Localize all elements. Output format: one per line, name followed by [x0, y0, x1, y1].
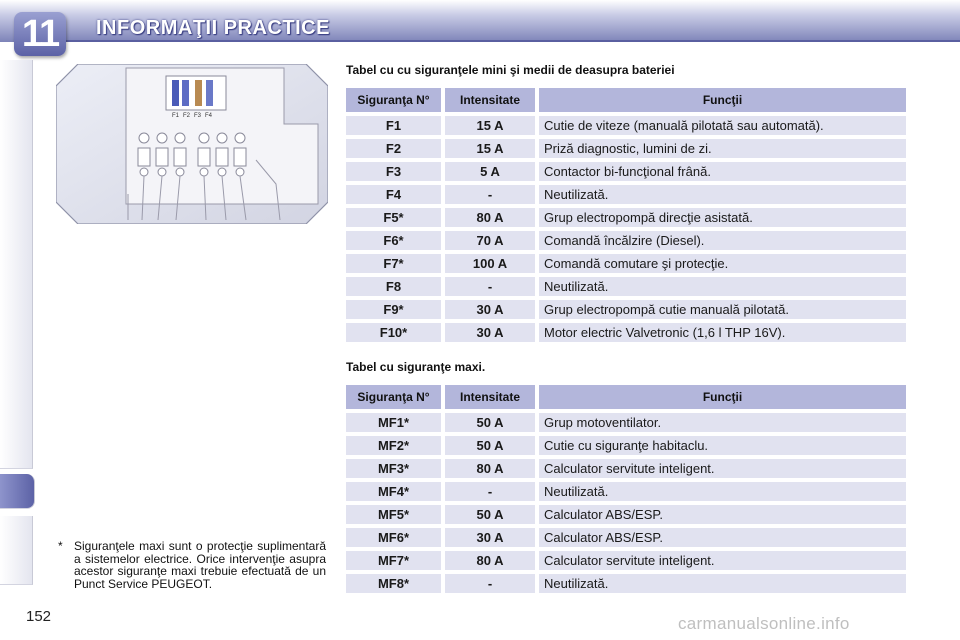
- fuse-number-cell: MF8*: [346, 574, 441, 593]
- function-cell: Grup motoventilator.: [539, 413, 906, 432]
- fuse-number-cell: F2: [346, 139, 441, 158]
- intensity-cell: 15 A: [445, 116, 535, 135]
- table-row: [346, 139, 906, 158]
- intensity-cell: 30 A: [445, 323, 535, 342]
- intensity-cell: 15 A: [445, 139, 535, 158]
- intensity-cell: 50 A: [445, 436, 535, 455]
- side-tab[interactable]: [0, 516, 33, 551]
- header-functions: Funcţii: [539, 385, 906, 409]
- intensity-cell: 70 A: [445, 231, 535, 250]
- maxi-fuse-table: [342, 381, 910, 597]
- side-tab[interactable]: [0, 298, 33, 333]
- function-cell: Neutilizată.: [539, 482, 906, 501]
- table-row: [346, 185, 906, 204]
- intensity-cell: 5 A: [445, 162, 535, 181]
- table-row: [346, 323, 906, 342]
- footnote: [58, 540, 326, 590]
- intensity-cell: -: [445, 277, 535, 296]
- side-tab[interactable]: [0, 60, 33, 95]
- fuse-number-cell: MF5*: [346, 505, 441, 524]
- fuse-label: F3: [194, 113, 202, 119]
- side-tab[interactable]: [0, 230, 33, 265]
- side-tab[interactable]: [0, 94, 33, 129]
- header-fuse-number: Siguranţa N°: [346, 385, 441, 409]
- side-tab[interactable]: [0, 128, 33, 163]
- fuse-number-cell: F5*: [346, 208, 441, 227]
- fuse-label: F2: [183, 113, 191, 119]
- fuse-number-cell: F3: [346, 162, 441, 181]
- fuse-number-cell: F4: [346, 185, 441, 204]
- side-tab[interactable]: [0, 162, 33, 197]
- table-row: [346, 413, 906, 432]
- function-cell: Priză diagnostic, lumini de zi.: [539, 139, 906, 158]
- function-cell: Neutilizată.: [539, 277, 906, 296]
- table-row: [346, 277, 906, 296]
- function-cell: Calculator ABS/ESP.: [539, 528, 906, 547]
- table-row: [346, 300, 906, 319]
- fuse-number-cell: MF4*: [346, 482, 441, 501]
- fuse-box-diagram: [56, 64, 328, 224]
- watermark: carmanualsonline.info: [678, 614, 850, 633]
- function-cell: Comandă încălzire (Diesel).: [539, 231, 906, 250]
- table-row: [346, 208, 906, 227]
- function-cell: Motor electric Valvetronic (1,6 l THP 16V).: [539, 323, 906, 342]
- side-tab[interactable]: [0, 434, 33, 469]
- fuse-number-cell: F8: [346, 277, 441, 296]
- side-tab[interactable]: [0, 196, 33, 231]
- table-row: [346, 551, 906, 570]
- intensity-cell: 80 A: [445, 459, 535, 478]
- table-row: [346, 231, 906, 250]
- header-intensity: Intensitate: [445, 88, 535, 112]
- fuse-f2: [182, 80, 189, 106]
- intensity-cell: 30 A: [445, 528, 535, 547]
- fuse-number-cell: MF1*: [346, 413, 441, 432]
- table-row: [346, 459, 906, 478]
- intensity-cell: 50 A: [445, 413, 535, 432]
- fuse-number-cell: F7*: [346, 254, 441, 273]
- footnote-text: Siguranţele maxi sunt o protecţie suplimentară a sistemelor electrice. Orice intervenţie asupra acestor siguranţe maxi trebuie efectuată de un Punct Service PEUGEOT.: [74, 539, 326, 591]
- function-cell: Calculator servitute inteligent.: [539, 551, 906, 570]
- function-cell: Grup electropompă direcţie asistată.: [539, 208, 906, 227]
- side-tab[interactable]: [0, 366, 33, 401]
- table-row: [346, 528, 906, 547]
- fuse-number-cell: F9*: [346, 300, 441, 319]
- mini-fuse-table: [342, 84, 910, 346]
- fuse-number-cell: MF3*: [346, 459, 441, 478]
- fuse-f4: [206, 80, 213, 106]
- side-tab[interactable]: [0, 400, 33, 435]
- function-cell: Grup electropompă cutie manuală pilotată.: [539, 300, 906, 319]
- footnote-marker: *: [58, 539, 63, 553]
- intensity-cell: 80 A: [445, 551, 535, 570]
- function-cell: Calculator servitute inteligent.: [539, 459, 906, 478]
- table-header-row: [346, 385, 906, 409]
- mini-fuse-table-title: Tabel cu cu siguranţele mini şi medii de deasupra bateriei: [346, 63, 675, 77]
- intensity-cell: 80 A: [445, 208, 535, 227]
- header-divider: [60, 40, 960, 42]
- table-row: [346, 254, 906, 273]
- fuse-label: F4: [205, 113, 213, 119]
- chapter-number-badge: 11: [14, 12, 66, 56]
- chapter-title: INFORMAŢII PRACTICE: [96, 17, 330, 39]
- chapter-side-tabs: [0, 60, 32, 580]
- table-row: [346, 505, 906, 524]
- fuse-number-cell: F1: [346, 116, 441, 135]
- function-cell: Neutilizată.: [539, 185, 906, 204]
- fuse-number-cell: F6*: [346, 231, 441, 250]
- header-functions: Funcţii: [539, 88, 906, 112]
- table-row: [346, 482, 906, 501]
- intensity-cell: -: [445, 185, 535, 204]
- fuse-number-cell: MF2*: [346, 436, 441, 455]
- fuse-number-cell: MF7*: [346, 551, 441, 570]
- function-cell: Neutilizată.: [539, 574, 906, 593]
- function-cell: Cutie de viteze (manuală pilotată sau automată).: [539, 116, 906, 135]
- function-cell: Cutie cu siguranţe habitaclu.: [539, 436, 906, 455]
- side-tab[interactable]: [0, 264, 33, 299]
- side-tab[interactable]: [0, 550, 33, 585]
- fuse-f1: [172, 80, 179, 106]
- intensity-cell: 100 A: [445, 254, 535, 273]
- function-cell: Comandă comutare şi protecţie.: [539, 254, 906, 273]
- side-tab[interactable]: [0, 332, 33, 367]
- fuse-number-cell: MF6*: [346, 528, 441, 547]
- table-header-row: [346, 88, 906, 112]
- fuse-f3: [195, 80, 202, 106]
- maxi-fuse-table-title: Tabel cu siguranţe maxi.: [346, 360, 486, 374]
- function-cell: Calculator ABS/ESP.: [539, 505, 906, 524]
- page-number: 152: [26, 608, 52, 625]
- header-fuse-number: Siguranţa N°: [346, 88, 441, 112]
- function-cell: Contactor bi-funcţional frână.: [539, 162, 906, 181]
- table-row: [346, 574, 906, 593]
- side-tab-active[interactable]: [0, 474, 35, 509]
- table-row: [346, 436, 906, 455]
- table-row: [346, 162, 906, 181]
- intensity-cell: 50 A: [445, 505, 535, 524]
- intensity-cell: 30 A: [445, 300, 535, 319]
- fuse-label: F1: [172, 113, 180, 119]
- header-intensity: Intensitate: [445, 385, 535, 409]
- intensity-cell: -: [445, 482, 535, 501]
- intensity-cell: -: [445, 574, 535, 593]
- table-row: [346, 116, 906, 135]
- fuse-number-cell: F10*: [346, 323, 441, 342]
